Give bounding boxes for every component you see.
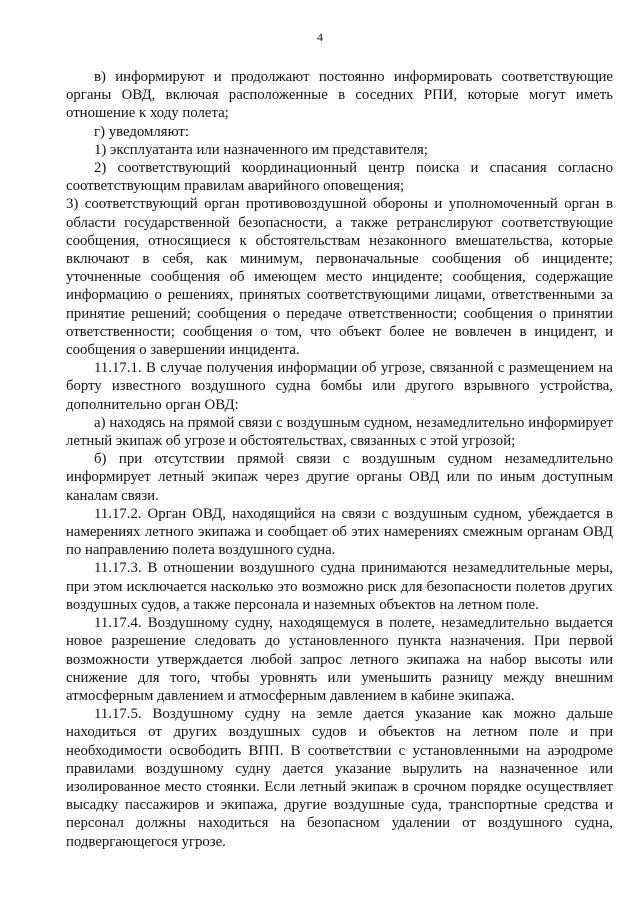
page-number: 4 bbox=[317, 30, 323, 44]
document-body bbox=[66, 68, 613, 851]
paragraph: в) информируют и продолжают постоянно информировать соответствующие органы ОВД, включая расположенные в соседних РПИ, которые могут иметь отношение к ходу полета; bbox=[66, 69, 613, 122]
paragraph: 3) соответствующий орган противовоздушной обороны и уполномоченный орган в области государственной безопасности, а также ретранслируют соответствующие сообщения, относящиеся к обстоятельствам незаконного вмешательства, которые включают в себя, как минимум, первоначальные сообщения об инциденте; уточненные сообщения об имеющем место инциденте; сообщения, содержащие информацию о решениях, принятых соответствующими лицами, ответственными за принятие решений; сообщения о передаче ответственности; сообщения о принятии ответственности; сообщения о том, что объект более не вовлечен в инцидент, и сообщения о завершении инцидента. bbox=[66, 196, 613, 359]
paragraph: 11.17.4. Воздушному судну, находящемуся в полете, незамедлительно выдается новое разрешение следовать до установленного пункта назначения. При первой возможности утверждается любой запрос летного экипажа на набор высоты или снижение для того, чтобы уровнять или уменьшить разницу между внешним атмосферным давлением и атмосферным давлением в кабине экипажа. bbox=[66, 615, 613, 704]
paragraph: 11.17.5. Воздушному судну на земле дается указание как можно дальше находиться от других воздушных судов и объектов на летном поле и при необходимости освободить ВПП. В соответствии с установленными на аэродроме правилами воздушному судну дается указание вырулить на назначенное или изолированное место стоянки. Если летный экипаж в срочном порядке осуществляет высадку пассажиров и экипажа, другие воздушные суда, транспортные средства и персонал должны находиться на безопасном удалении от воздушного судна, подвергающегося угрозе. bbox=[66, 706, 613, 850]
paragraph: 11.17.1. В случае получения информации об угрозе, связанной с размещением на борту известного воздушного судна бомбы или другого взрывного устройства, дополнительно орган ОВД: bbox=[66, 360, 613, 413]
paragraph: 11.17.2. Орган ОВД, находящийся на связи с воздушным судном, убеждается в намерениях летного экипажа и сообщает об этих намерениях смежным органам ОВД по направлению полета воздушного судна. bbox=[66, 505, 613, 559]
paragraph: г) уведомляют: bbox=[94, 123, 190, 140]
paragraph: б) при отсутствии прямой связи с воздушным судном незамедлительно информирует летный экипаж через другие органы ОВД или по иным доступным каналам связи. bbox=[66, 451, 613, 504]
paragraph: 2) соответствующий координационный центр поиска и спасания согласно соответствующим правилам аварийного оповещения; bbox=[66, 160, 613, 195]
paragraph: а) находясь на прямой связи с воздушным судном, незамедлительно информирует летный экипаж об угрозе и обстоятельствах, связанных с этой угрозой; bbox=[66, 414, 613, 450]
paragraph: 1) эксплуатанта или назначенного им представителя; bbox=[94, 141, 428, 158]
paragraph: 11.17.3. В отношении воздушного судна принимаются незамедлительные меры, при этом исключается насколько это возможно риск для безопасности полетов других воздушных судов, а также персонала и наземных объектов на летном поле. bbox=[66, 560, 613, 613]
